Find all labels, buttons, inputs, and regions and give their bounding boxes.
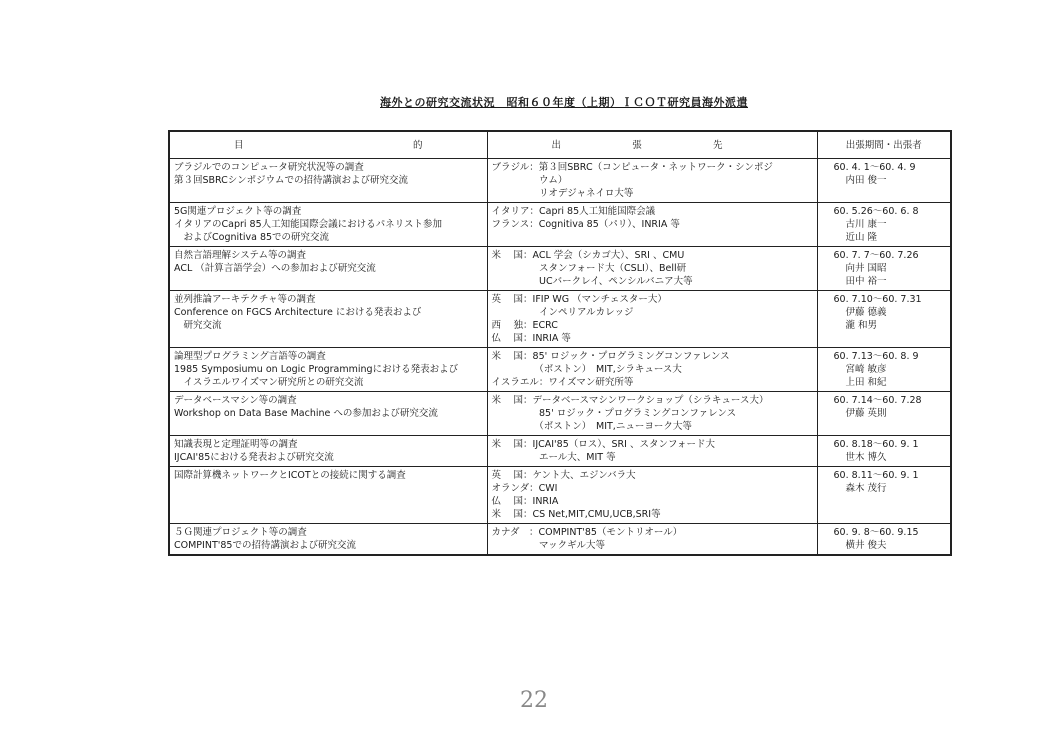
- table-row: [169, 203, 951, 247]
- trip-period: 60. 8.11〜60. 9. 1: [833, 470, 919, 481]
- purpose-cell-line: 自然言語理解システム等の調査: [174, 250, 307, 261]
- header-row: [169, 131, 951, 159]
- period-cell: [817, 436, 951, 467]
- destination-cell-line: フランス：Cognitiva 85（パリ）、INRIA 等: [491, 219, 680, 230]
- purpose-cell-line: COMPINT'85での招待講演および研究交流: [174, 540, 356, 551]
- destination-cell: [487, 524, 817, 556]
- destination-cell: [487, 392, 817, 436]
- destination-cell-line: UCバークレイ、ペンシルバニア大等: [491, 276, 693, 287]
- table-row: [169, 159, 951, 203]
- purpose-cell: [169, 524, 487, 556]
- trip-period: 60. 4. 1〜60. 4. 9: [833, 162, 916, 173]
- trip-period: 60. 7. 7〜60. 7.26: [833, 250, 919, 261]
- purpose-cell-line: 1985 Symposiumu on Logic Programmingにおける発表および: [174, 364, 459, 375]
- table-row: [169, 524, 951, 556]
- purpose-cell: [169, 291, 487, 348]
- header-period: 出張期間・出張者: [817, 131, 951, 159]
- purpose-cell-line: 知識表現と定理証明等の調査: [174, 439, 298, 450]
- destination-cell-line: エール大、MIT 等: [491, 452, 616, 463]
- destination-cell-line: インペリアルカレッジ: [491, 307, 634, 318]
- purpose-cell: [169, 436, 487, 467]
- traveler-name: 瀧 和男: [845, 320, 878, 331]
- traveler-name: 田中 裕一: [845, 276, 887, 287]
- purpose-cell-line: 並列推論アーキテクチャ等の調査: [174, 294, 316, 305]
- purpose-cell-line: 論理型プログラミング言語等の調査: [174, 351, 326, 362]
- destination-cell-line: イタリア：Capri 85人工知能国際会議: [491, 206, 656, 217]
- purpose-cell-line: データベースマシン等の調査: [174, 395, 297, 406]
- purpose-cell-line: 5G関連プロジェクト等の調査: [174, 206, 302, 217]
- trip-period: 60. 7.13〜60. 8. 9: [833, 351, 919, 362]
- destination-cell-line: 85' ロジック・プログラミングコンファレンス: [491, 408, 737, 419]
- table-row: [169, 348, 951, 392]
- table-row: [169, 291, 951, 348]
- header-destination-char-1: 出: [551, 139, 562, 151]
- purpose-cell-line: ACL （計算言語学会）への参加および研究交流: [174, 263, 376, 274]
- table-row: [169, 392, 951, 436]
- document-title: 海外との研究交流状況 昭和６０年度（上期）ＩＣＯＴ研究員海外派遣: [380, 96, 748, 109]
- header-purpose-char-1: 目: [234, 139, 244, 151]
- purpose-cell: [169, 467, 487, 524]
- purpose-cell: [169, 247, 487, 291]
- traveler-name: 横井 俊夫: [845, 540, 887, 551]
- traveler-name: 古川 康一: [845, 219, 887, 230]
- destination-cell-line: 仏 国：INRIA 等: [491, 333, 571, 344]
- traveler-name: 向井 国昭: [845, 263, 887, 274]
- destination-cell-line: （ボストン） MIT,シラキュース大: [491, 364, 682, 375]
- traveler-name: 伊藤 英則: [845, 408, 887, 419]
- destination-cell-line: 米 国：85' ロジック・プログラミングコンファレンス: [491, 351, 730, 362]
- destination-cell-line: 仏 国：INRIA: [491, 496, 559, 507]
- destination-cell: [487, 247, 817, 291]
- purpose-cell: [169, 159, 487, 203]
- destination-cell: [487, 159, 817, 203]
- period-cell: [817, 524, 951, 556]
- trip-period: 60. 7.10〜60. 7.31: [833, 294, 922, 305]
- header-purpose-char-2: 的: [412, 139, 423, 151]
- purpose-cell-line: IJCAI'85における発表および研究交流: [174, 452, 334, 463]
- destination-cell-line: ウム）: [491, 175, 568, 186]
- destination-cell-line: オランダ：CWI: [491, 483, 558, 494]
- traveler-name: 近山 隆: [845, 232, 878, 243]
- traveler-name: 伊藤 德義: [845, 307, 887, 318]
- destination-cell: [487, 203, 817, 247]
- destination-cell-line: リオデジャネイロ大等: [491, 188, 634, 199]
- purpose-cell-line: ５Ｇ関連プロジェクト等の調査: [174, 527, 307, 538]
- destination-cell-line: 米 国：データベースマシンワークショップ（シラキュース大）: [491, 395, 769, 406]
- traveler-name: 内田 俊一: [845, 175, 887, 186]
- purpose-cell-line: Workshop on Data Base Machine への参加および研究交流: [174, 408, 438, 419]
- period-cell: [817, 392, 951, 436]
- dispatch-table: [168, 130, 952, 556]
- period-cell: [817, 159, 951, 203]
- header-destination: [487, 131, 817, 159]
- purpose-cell-line: およびCognitiva 85での研究交流: [174, 232, 330, 243]
- traveler-name: 世木 博久: [845, 452, 887, 463]
- header-destination-char-3: 先: [712, 139, 723, 151]
- page-number: 22: [520, 688, 548, 713]
- destination-cell-line: 米 国：CS Net,MIT,CMU,UCB,SRI等: [491, 509, 661, 520]
- trip-period: 60. 8.18〜60. 9. 1: [833, 439, 919, 450]
- trip-period: 60. 5.26〜60. 6. 8: [833, 206, 919, 217]
- trip-period: 60. 9. 8〜60. 9.15: [833, 527, 919, 538]
- destination-cell: [487, 348, 817, 392]
- traveler-name: 上田 和紀: [845, 377, 887, 388]
- purpose-cell: [169, 203, 487, 247]
- period-cell: [817, 291, 951, 348]
- period-cell: [817, 247, 951, 291]
- purpose-cell-line: 研究交流: [174, 320, 222, 331]
- traveler-name: 宮崎 敏彦: [845, 364, 887, 375]
- purpose-cell-line: ブラジルでのコンピュータ研究状況等の調査: [174, 162, 364, 173]
- table-row: [169, 436, 951, 467]
- destination-cell: [487, 436, 817, 467]
- destination-cell-line: 米 国：IJCAI'85（ロス）、SRI 、スタンフォード大: [491, 439, 715, 450]
- trip-period: 60. 7.14〜60. 7.28: [833, 395, 922, 406]
- destination-cell-line: カナダ ：COMPINT'85（モントリオール）: [491, 527, 683, 538]
- destination-cell-line: マックギル大等: [491, 540, 606, 551]
- period-cell: [817, 203, 951, 247]
- purpose-cell-line: イタリアのCapri 85人工知能国際会議におけるパネリスト参加: [174, 219, 442, 230]
- purpose-cell-line: イスラエルワイズマン研究所との研究交流: [174, 377, 364, 388]
- destination-cell-line: スタンフォード大（CSLI）、Bell研: [491, 263, 687, 274]
- table-row: [169, 247, 951, 291]
- purpose-cell-line: 第３回SBRCシンポジウムでの招待講演および研究交流: [174, 175, 408, 186]
- purpose-cell: [169, 392, 487, 436]
- traveler-name: 森木 茂行: [845, 483, 887, 494]
- destination-cell-line: イスラエル：ワイズマン研究所等: [491, 377, 634, 388]
- destination-cell: [487, 291, 817, 348]
- header-purpose: [169, 131, 487, 159]
- destination-cell: [487, 467, 817, 524]
- header-destination-char-2: 張: [632, 139, 642, 151]
- purpose-cell-line: Conference on FGCS Architecture における発表および: [174, 307, 422, 318]
- purpose-cell: [169, 348, 487, 392]
- period-cell: [817, 348, 951, 392]
- destination-cell-line: 英 国：IFIP WG （マンチェスター大）: [491, 294, 667, 305]
- destination-cell-line: ブラジル：第３回SBRC（コンピュータ・ネットワーク・シンポジ: [491, 162, 773, 173]
- destination-cell-line: 英 国：ケント大、エジンバラ大: [491, 470, 636, 481]
- period-cell: [817, 467, 951, 524]
- destination-cell-line: 米 国：ACL 学会（シカゴ大）、SRI 、CMU: [491, 250, 685, 261]
- table-row: [169, 467, 951, 524]
- destination-cell-line: （ボストン） MIT,ニューヨーク大等: [491, 421, 692, 432]
- purpose-cell-line: 国際計算機ネットワークとICOTとの接続に関する調査: [174, 470, 406, 481]
- destination-cell-line: 西 独：ECRC: [491, 320, 558, 331]
